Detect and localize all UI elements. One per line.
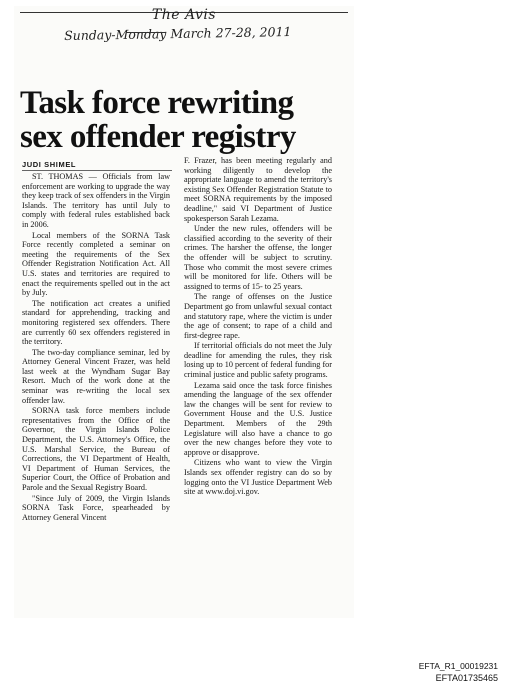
handwritten-publication: The Avis xyxy=(151,7,217,23)
byline: JUDI SHIMEL xyxy=(22,160,77,169)
article-column-right xyxy=(184,156,332,498)
paragraph: Lezama said once the task force finishes amending the language of the sex offender law the changes will be sent for review to Government House and the U.S. Justice Department. Members of the 29th Legislature will also have a chance to go over the new changes before they vote to approve or disapprove. xyxy=(184,380,332,457)
document-id-primary: EFTA_R1_00019231 xyxy=(418,661,498,671)
paragraph: The range of offenses on the Justice Department go from unlawful sexual contact and statutory rape, where the victim is under the age of consent; to rape of a child and first-degree rape. xyxy=(184,292,332,340)
handwritten-underline xyxy=(126,32,166,33)
byline-rule xyxy=(22,170,172,171)
paragraph: Under the new rules, offenders will be classified according to the severity of their crimes. The harsher the offense, the longer the offender will be subject to scrutiny. Those who commit the most severe crimes will be monitored for life. Others will be assigned to terms of 15- to 25 years. xyxy=(184,224,332,291)
document-id-secondary: EFTA01735465 xyxy=(435,673,498,683)
paragraph: Citizens who want to view the Virgin Islands sex offender registry can do so by logging onto the VI Justice Department Web site at www.doj.vi.gov. xyxy=(184,458,332,497)
handwritten-date: Sunday-Monday March 27-28, 2011 xyxy=(64,24,292,43)
paragraph: Local members of the SORNA Task Force recently completed a seminar on meeting the requirements of the Sex Offender Registration Notification Act. All U.S. states and territories are required to enact the requirements spelled out in the act by July. xyxy=(22,230,170,298)
paragraph: SORNA task force members include representatives from the Office of the Governor, the Virgin Islands Police Department, the U.S. Attorney's Office, the U.S. Marshal Service, the Bureau of Corrections, the VI Department of Health, VI Department of Human Services, the Superior Court, the Office of Probation and Parole and the Sexual Registry Board. xyxy=(22,406,170,492)
headline-line-2: sex offender registry xyxy=(20,119,296,155)
paragraph: F. Frazer, has been meeting regularly and working diligently to develop the appropriate language to amend the territory's existing Sex Offender Registration Statute to meet SORNA requirements by the imposed deadline," said VI Department of Justice spokesperson Sarah Lezama. xyxy=(184,156,332,223)
paragraph: The notification act creates a unified standard for apprehending, tracking and monitoring registered sex offenders. There are currently 60 sex offenders registered in the territory. xyxy=(22,298,170,347)
headline-line-1: Task force rewriting xyxy=(20,85,294,121)
paragraph: The two-day compliance seminar, led by Attorney General Vincent Frazer, was held last week at the Wyndham Sugar Bay Resort. Much of the work done at the seminar was re-writing the local sex offender law. xyxy=(22,347,170,405)
paragraph: ST. THOMAS — Officials from law enforcement are working to upgrade the way they keep track of sex offenders in the Virgin Islands. The territory has until July to comply with federal rules established back in 2006. xyxy=(22,172,170,229)
newspaper-clipping xyxy=(14,6,354,618)
paragraph: "Since July of 2009, the Virgin Islands SORNA Task Force, spearheaded by Attorney General Vincent xyxy=(22,493,170,522)
paragraph: If territorial officials do not meet the July deadline for amending the rules, they risk losing up to 10 percent of federal funding for criminal justice and public safety programs. xyxy=(184,341,332,380)
article-column-left xyxy=(22,172,170,523)
